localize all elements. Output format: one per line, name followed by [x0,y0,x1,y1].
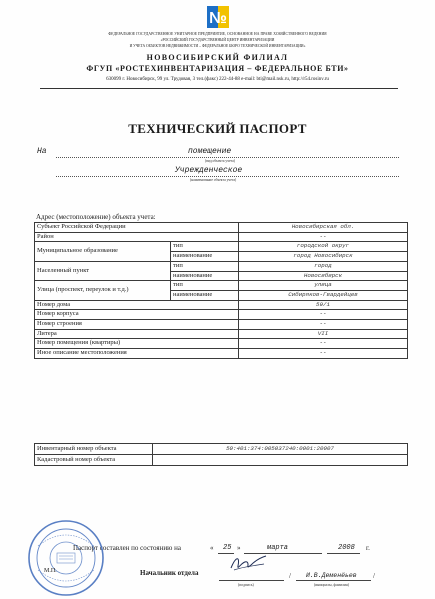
table-row [35,300,408,310]
contacts-line: 630099 г. Новосибирск, 99 ул. Трудовая, 3 тел.(факс) 222-44-88 e-mail: bti@mail.nsk.ru, http://r54.rosinv.ru [106,77,329,82]
object-name-line [56,176,399,177]
name-caption: (инициалы, фамилия) [314,583,350,587]
object-numbers-table [34,443,408,466]
municipal-name-label: наименование [171,252,239,262]
table-row [35,320,408,330]
address-heading: Адрес (местоположение) объекта учета: [36,213,156,221]
header-divider [40,88,398,89]
branch-name: НОВОСИБИРСКИЙ ФИЛИАЛ [146,53,289,62]
settlement-label: Населенный пункт [35,261,171,280]
slash-left: / [289,572,291,580]
object-prefix: На [37,147,47,156]
signature-caption: (подпись) [238,583,254,587]
signature-underline [219,580,284,581]
building-value: -- [239,310,408,320]
inventory-number-label: Инвентарный номер объекта [35,444,153,455]
rooms-value: -- [239,339,408,349]
official-stamp-icon [26,518,106,598]
object-type-caption: (вид объекта учета) [205,159,235,163]
document-title: ТЕХНИЧЕСКИЙ ПАСПОРТ [128,121,307,136]
date-quote-close: » [237,544,241,552]
subject-label: Субъект Российской Федерации [35,223,239,233]
settlement-name-value: Новосибирск [239,271,408,281]
structure-label: Номер строения [35,320,239,330]
header-line-2: «РОССИЙСКИЙ ГОСУДАРСТВЕННЫЙ ЦЕНТР ИНВЕНТАРИЗАЦИИ [160,38,275,42]
table-row [35,232,408,242]
settlement-type-label: тип [171,261,239,271]
slash-right: / [373,572,375,580]
department-head-title: Начальник отдела [140,569,199,577]
date-year: 2008 [338,544,355,552]
date-month: марта [267,544,289,552]
table-row [35,329,408,339]
object-type-value: помещение [188,147,232,156]
district-label: Район [35,232,239,242]
table-row [35,242,408,252]
other-location-value: -- [239,349,408,359]
inventory-number-value: 50:401:374:005037240:0001:20007 [153,444,408,455]
table-row [35,444,408,455]
organization-name: ФГУП «РОСТЕХИНВЕНТАРИЗАЦИЯ – ФЕДЕРАЛЬНОЕ БТИ» [86,64,349,73]
settlement-type-value: город [239,261,408,271]
letter-label: Литера [35,329,239,339]
municipal-name-value: город Новосибирск [239,252,408,262]
date-year-suffix: г. [366,544,370,552]
letter-value: VII [239,329,408,339]
table-row [35,310,408,320]
handwritten-signature-icon [228,552,270,574]
street-type-label: тип [171,281,239,291]
date-quote-open: « [210,544,214,552]
head-name-value: И.В.Деменёьев [306,572,357,579]
logo-glyph: № [209,10,227,27]
house-label: Номер дома [35,300,239,310]
object-type-line [56,157,399,158]
subject-value: Новосибирская обл. [239,223,408,233]
table-row [35,455,408,466]
street-label: Улица (проспект, переулок и т.д.) [35,281,171,300]
table-row [35,349,408,359]
table-row [35,339,408,349]
municipal-label: Муниципальное образование [35,242,171,261]
object-name-value: Учрежденческое [175,166,243,175]
header-line-3: И УЧЕТА ОБЪЕКТОВ НЕДВИЖИМОСТИ – ФЕДЕРАЛЬНОЕ БЮРО ТЕХНИЧЕСКОЙ ИНВЕНТАРИЗАЦИИ» [129,44,306,48]
street-name-value: Сибиряков-Гвардейцев [239,290,408,300]
structure-value: -- [239,320,408,330]
district-value: -- [239,232,408,242]
building-label: Номер корпуса [35,310,239,320]
stamp-place-label: М.П. [44,568,57,574]
date-day: 25 [223,544,232,552]
cadastral-number-value [153,455,408,466]
compiled-text: Паспорт составлен по состоянию на [73,544,181,552]
year-underline [327,553,360,554]
cadastral-number-label: Кадастровый номер объекта [35,455,153,466]
object-name-caption: (наименование объекта учета) [190,178,237,182]
address-table [34,222,408,359]
other-location-label: Иное описание местоположения [35,349,239,359]
bti-logo-icon [207,6,229,28]
name-underline [296,580,371,581]
house-value: 59/1 [239,300,408,310]
street-type-value: улица [239,281,408,291]
rooms-label: Номер помещения (квартиры) [35,339,239,349]
street-name-label: наименование [171,290,239,300]
table-row [35,281,408,291]
municipal-type-value: городской округ [239,242,408,252]
settlement-name-label: наименование [171,271,239,281]
header-line-1: ФЕДЕРАЛЬНОЕ ГОСУДАРСТВЕННОЕ УНИТАРНОЕ ПРЕДПРИЯТИЕ, ОСНОВАННОЕ НА ПРАВЕ ХОЗЯЙСТВЕННОГО ВЕДЕНИЯ [108,32,327,36]
table-row [35,261,408,271]
table-row [35,223,408,233]
municipal-type-label: тип [171,242,239,252]
